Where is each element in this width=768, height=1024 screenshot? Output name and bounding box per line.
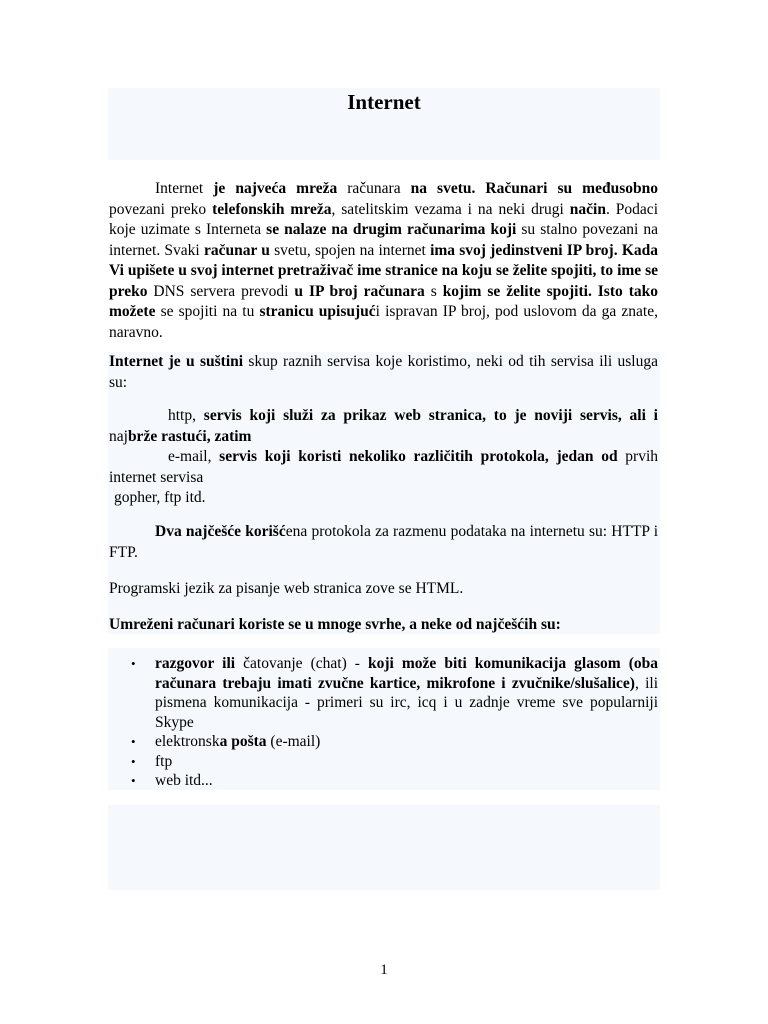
- protocols-paragraph: [109, 522, 658, 563]
- text-run: koji može biti komunikacija glasom (oba računara trebaju imati zvučne kartice, mikrofone i zvučnike/slušalice): [155, 655, 658, 692]
- text-run: (e-mail): [270, 733, 321, 750]
- text-run: gopher, ftp itd.: [114, 489, 206, 506]
- text-run: povezani preko: [109, 200, 213, 218]
- text-run: računar u: [203, 241, 275, 259]
- list-item: [109, 771, 658, 791]
- text-run: u IP broj računara: [294, 282, 431, 300]
- text-run: brže rastući, zatim: [127, 427, 252, 445]
- text-run: atovanje: [250, 655, 311, 672]
- text-run: svetu, spojen na internet: [274, 241, 431, 259]
- text-run: skup raznih servisa koje koristimo, neki od tih servisa ili usluga su:: [109, 353, 658, 391]
- text-run: servis koji koristi nekoliko različitih protokola, jedan od: [219, 448, 618, 465]
- document-title: Internet: [347, 90, 421, 114]
- service-http: [109, 406, 658, 447]
- text-run: DNS servera prevodi: [153, 282, 295, 300]
- text-run: ima svoj jedinstveni IP broj. Kada Vi upišete u svoj internet pretraživač ime stranice na koju se želite spojiti, to ime se preko: [109, 241, 658, 300]
- uses-heading: Umreženi računari koriste se u mnoge svrhe, a neke od najčešćih su:: [109, 616, 561, 633]
- bullet-icon: •: [131, 734, 136, 749]
- uses-list: [109, 654, 658, 791]
- text-run: č: [243, 655, 251, 672]
- text-run: servis koji služi za prikaz web stranica, to je noviji servis, ali i: [203, 407, 658, 424]
- text-run: ena protokola za razmenu podataka na internetu su: HTTP i FTP.: [109, 523, 658, 561]
- bullet-icon: •: [131, 656, 136, 671]
- service-gopher: [109, 488, 658, 509]
- html-paragraph: Programski jezik za pisanje web stranica zove se HTML.: [109, 580, 464, 597]
- text-run: na svetu. Računari su međusobno: [410, 180, 658, 197]
- services-intro-paragraph: [109, 352, 658, 393]
- text-run: , satelitskim vezama i na neki drugi: [331, 200, 570, 218]
- text-run: je najveća mreža: [213, 180, 348, 197]
- text-run: naj: [109, 427, 128, 445]
- list-item: [109, 654, 658, 732]
- text-run: s: [430, 282, 443, 300]
- intro-paragraph: [109, 179, 658, 343]
- text-run: stranicu upisujuć: [259, 303, 376, 320]
- services-block: [109, 406, 658, 509]
- text-run: web itd...: [155, 772, 213, 789]
- text-run: ftp: [155, 752, 173, 770]
- text-run: i ispravan IP broj, pod uslovom da ga znate, naravno.: [109, 303, 658, 341]
- text-run: način: [569, 200, 606, 218]
- text-run: , ili pismena komunikacija - primeri su irc, icq i u zadnje vreme sve popularniji Skype: [155, 674, 659, 731]
- text-run: http,: [168, 407, 204, 424]
- text-run: kojim se želite spojiti. Isto tako možete: [109, 282, 658, 320]
- text-run: Internet je u suštini: [109, 353, 249, 370]
- text-run: Internet: [155, 180, 214, 197]
- list-item: [109, 732, 658, 752]
- list-item: [109, 752, 658, 772]
- text-run: elektronsk: [155, 733, 220, 750]
- text-run: prvih internet servisa: [109, 448, 658, 486]
- text-run: telefonskih mreža: [212, 200, 332, 218]
- text-run: računara: [347, 180, 411, 197]
- empty-band: [108, 805, 660, 890]
- text-run: (chat) -: [310, 655, 368, 672]
- bullet-icon: •: [131, 773, 136, 788]
- text-run: se spojiti na tu: [160, 303, 260, 320]
- text-run: su stalno povezani na internet. Svaki: [109, 221, 659, 259]
- text-run: e-mail,: [168, 448, 220, 465]
- service-email: [109, 447, 658, 488]
- text-run: razgovor ili: [155, 655, 244, 672]
- text-run: . Podaci koje uzimate s Interneta: [109, 200, 658, 238]
- text-run: a pošta: [219, 733, 271, 750]
- bullet-icon: •: [131, 753, 136, 769]
- text-run: se nalaze na drugim računarima koji: [266, 221, 517, 238]
- page-number: 1: [380, 962, 388, 978]
- text-run: Dva najčešće korišć: [155, 523, 286, 540]
